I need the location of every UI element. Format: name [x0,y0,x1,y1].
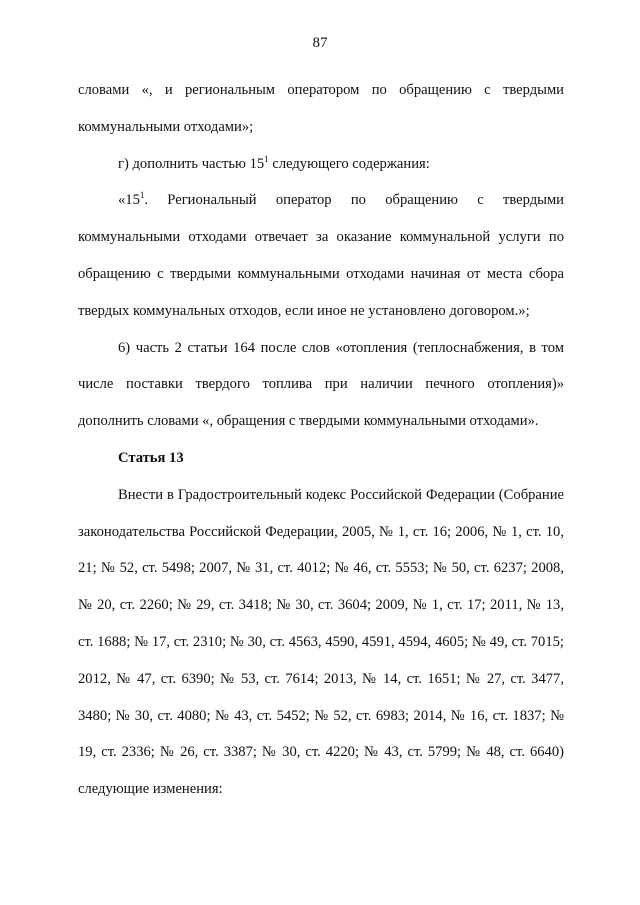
paragraph-part-15-1-superscript: 1 [139,190,145,201]
paragraph-part-15-1 [78,182,564,329]
paragraph-item-g-superscript: 1 [264,153,269,164]
paragraph-article-13-body: Внести в Градостроительный кодекс Российской Федерации (Собрание законодательства Российской Федерации, 2005, № 1, ст. 16; 2006, № 1, ст. 10, 21; № 52, ст. 5498; 2007, № 31, ст. 4012; № 46, ст. 5553; № 50, ст. 6237; 2008, № 20, ст. 2260; № 29, ст. 3418; № 30, ст. 3604; 2009, № 1, ст. 17; 2011, № 13, ст. 1688; № 17, ст. 2310; № 30, ст. 4563, 4590, 4591, 4594, 4605; № 49, ст. 7015; 2012, № 47, ст. 6390; № 53, ст. 7614; 2013, № 14, ст. 1651; № 27, ст. 3477, 3480; № 30, ст. 4080; № 43, ст. 5452; № 52, ст. 6983; 2014, № 16, ст. 1837; № 19, ст. 2336; № 26, ст. 3387; № 30, ст. 4220; № 43, ст. 5799; № 48, ст. 6640) следующие изменения: [78,486,564,798]
page-number: 87 [312,35,328,51]
paragraph-part-15-1-text-after: . Региональный оператор по обращению с твердыми коммунальными отходами отвечает за оказание коммунальной услуги по обращению с твердыми коммунальными отходами начиная от места сбора твердых коммунальных отходов, если иное не установлено договором.»; [78,192,564,319]
document-body [78,72,564,808]
paragraph-item-g-text-before: г) дополнить частью 15 [118,155,265,172]
paragraph-item-6: 6) часть 2 статьи 164 после слов «отопления (теплоснабжения, в том числе поставки твердого топлива при наличии печного отопления)» дополнить словами «, обращения с твердыми коммунальными отходами». [78,339,564,430]
article-heading: Статья 13 [118,449,184,466]
paragraph-part-15-1-text-before: «15 [118,192,140,209]
paragraph-item-g [78,146,564,183]
paragraph-continuation: словами «, и региональным оператором по обращению с твердыми коммунальными отходами»; [78,82,564,135]
paragraph-item-g-text-after: следующего содержания: [268,155,430,172]
